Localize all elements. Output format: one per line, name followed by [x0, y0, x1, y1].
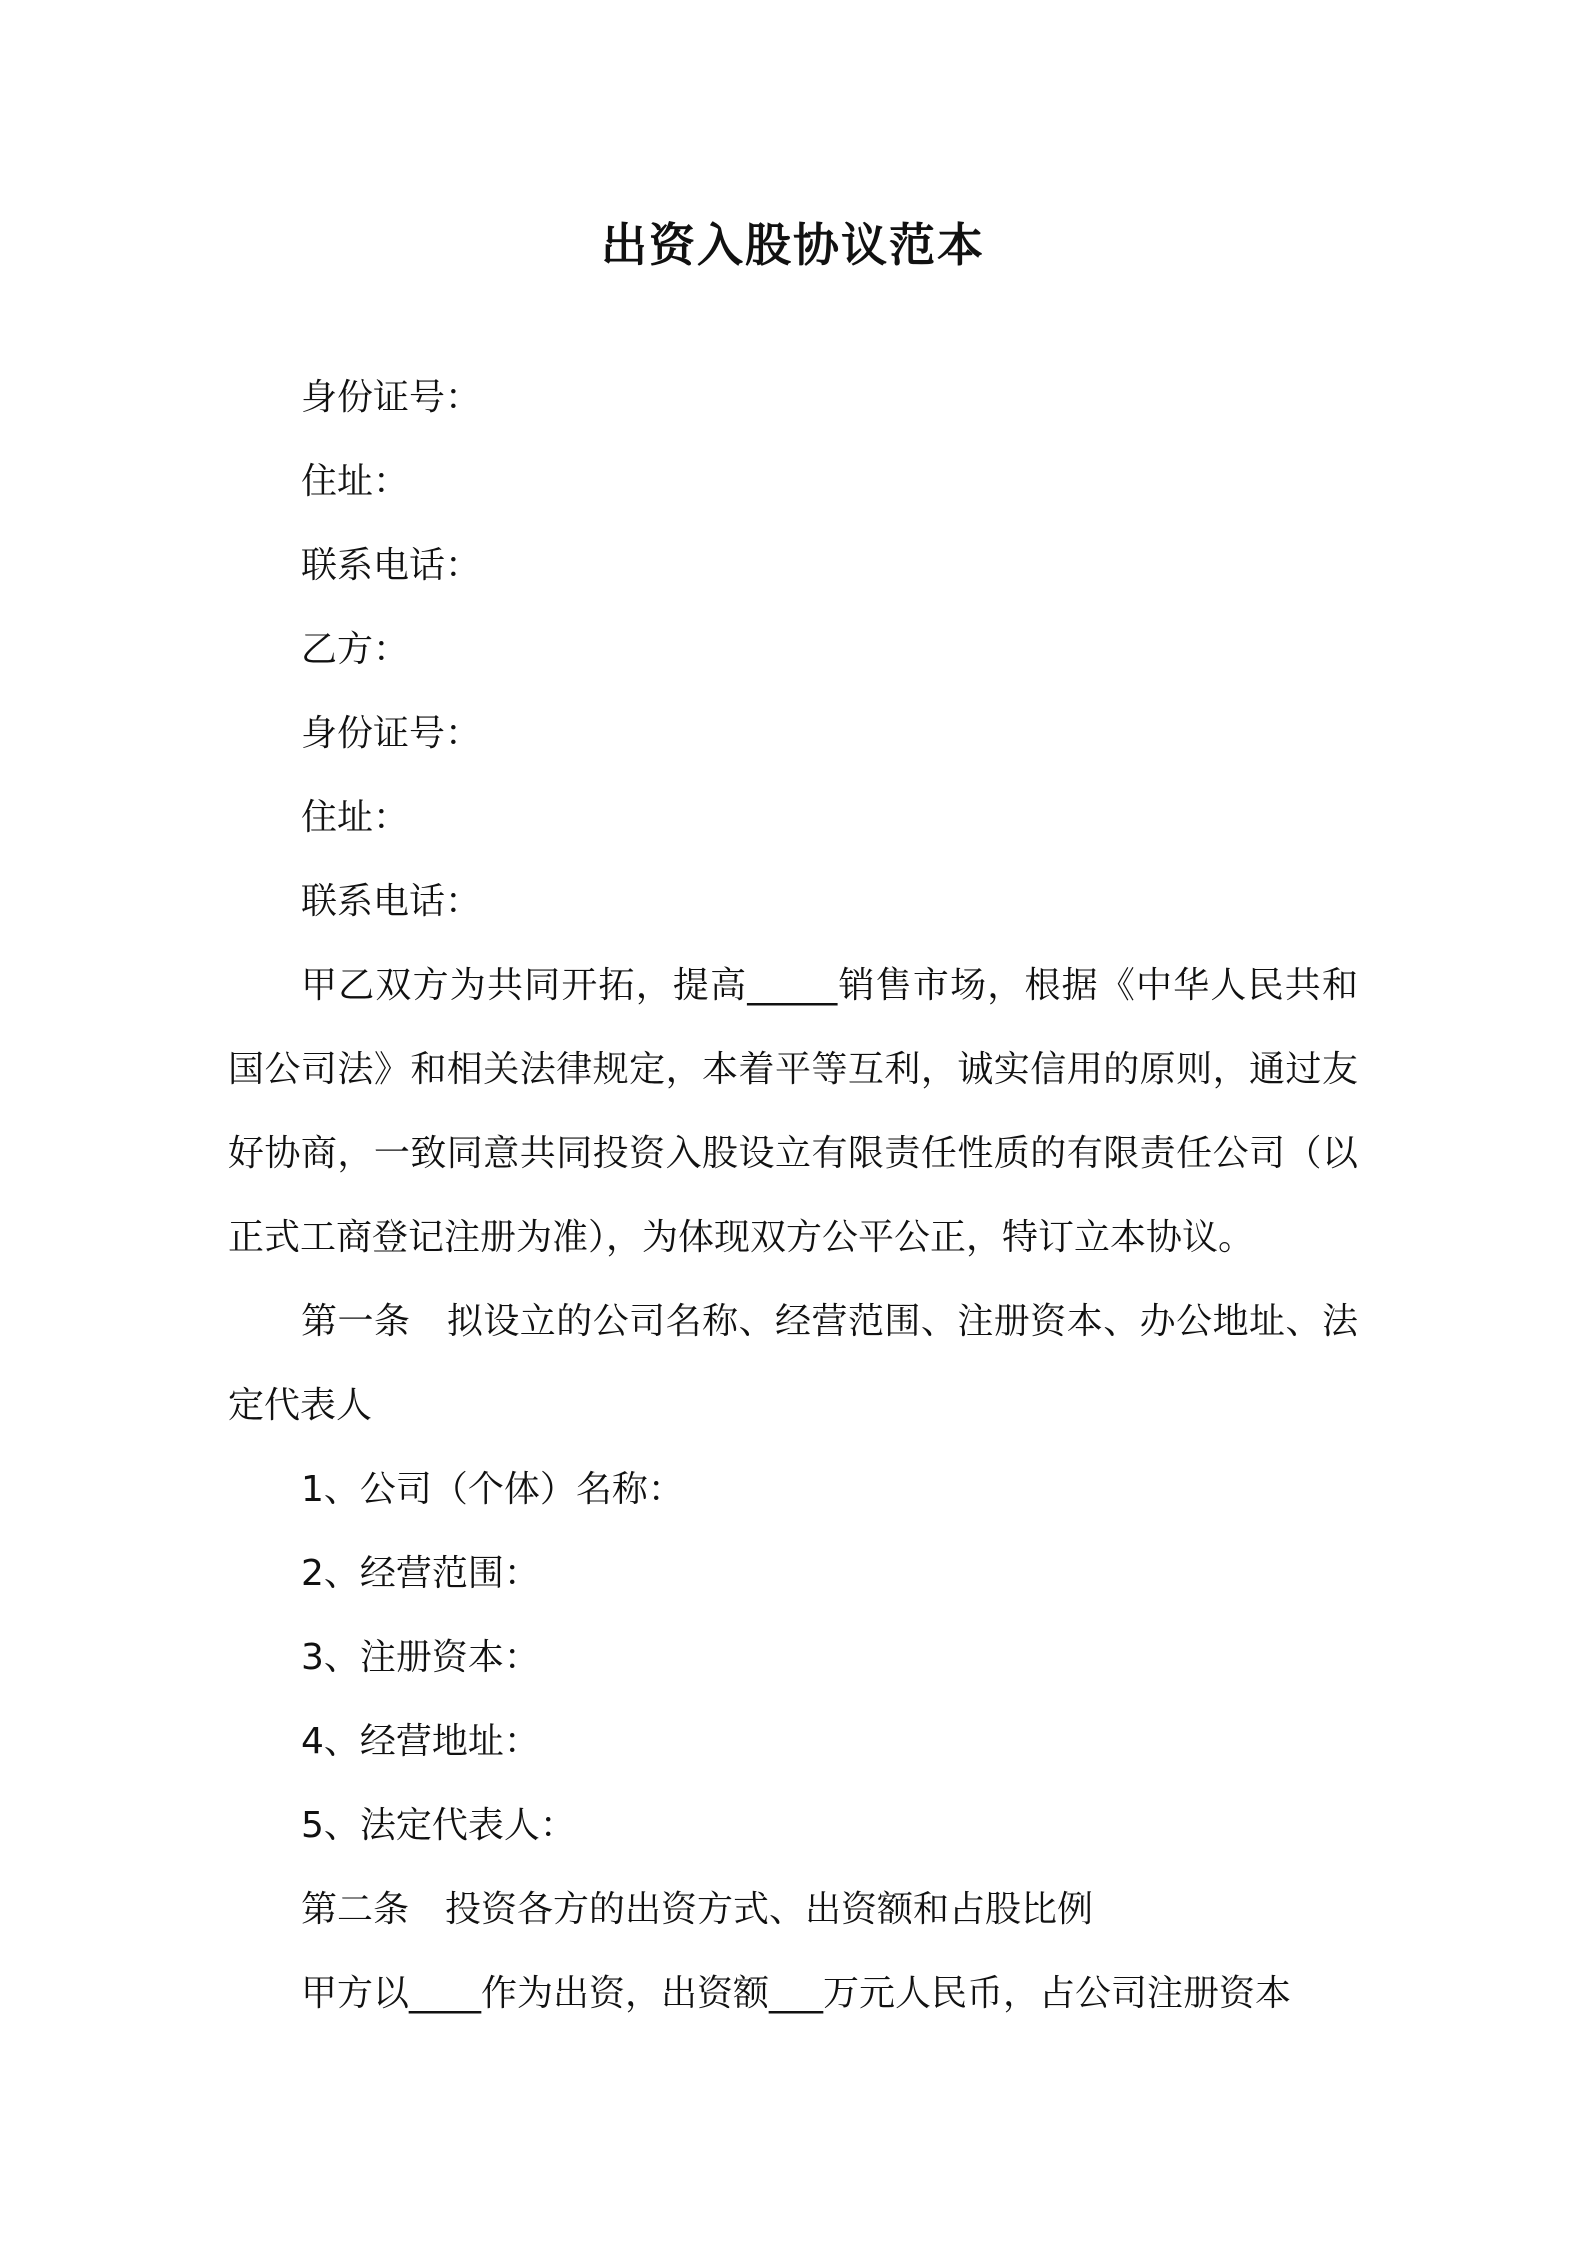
article-1-item-legal-representative: 5、法定代表人：	[301, 1805, 576, 1846]
article-1-item-business-scope: 2、经营范围：	[301, 1553, 540, 1594]
document-title: 出资入股协议范本	[601, 218, 985, 272]
article-1-item-business-address: 4、经营地址：	[301, 1721, 540, 1762]
preamble-paragraph: 甲乙双方为共同开拓，提高_____销售市场，根据《中华人民共和国公司法》和相关法律规定，本着平等互利，诚实信用的原则，通过友好协商，一致同意共同投资入股设立有限责任性质的有限责任公司（以正式工商登记注册为准），为体现双方公平公正，特订立本协议。	[228, 965, 1358, 1258]
document-body	[228, 356, 1358, 2036]
article-2-text: 甲方以____作为出资，出资额___万元人民币，占公司注册资本	[301, 1973, 1292, 2014]
party-b-phone-line: 联系电话：	[301, 881, 482, 922]
party-a-phone-line: 联系电话：	[301, 545, 482, 586]
article-1-item-company-name: 1、公司（个体）名称：	[301, 1469, 684, 1510]
party-a-address-line: 住址：	[301, 461, 410, 502]
article-2-heading: 第二条 投资各方的出资方式、出资额和占股比例	[301, 1889, 1094, 1930]
party-b-label: 乙方：	[301, 629, 410, 670]
party-a-id-line: 身份证号：	[301, 377, 482, 418]
party-b-address-line: 住址：	[301, 797, 410, 838]
article-1-heading: 第一条 拟设立的公司名称、经营范围、注册资本、办公地址、法定代表人	[228, 1301, 1358, 1426]
party-b-id-line: 身份证号：	[301, 713, 482, 754]
article-1-item-registered-capital: 3、注册资本：	[301, 1637, 540, 1678]
